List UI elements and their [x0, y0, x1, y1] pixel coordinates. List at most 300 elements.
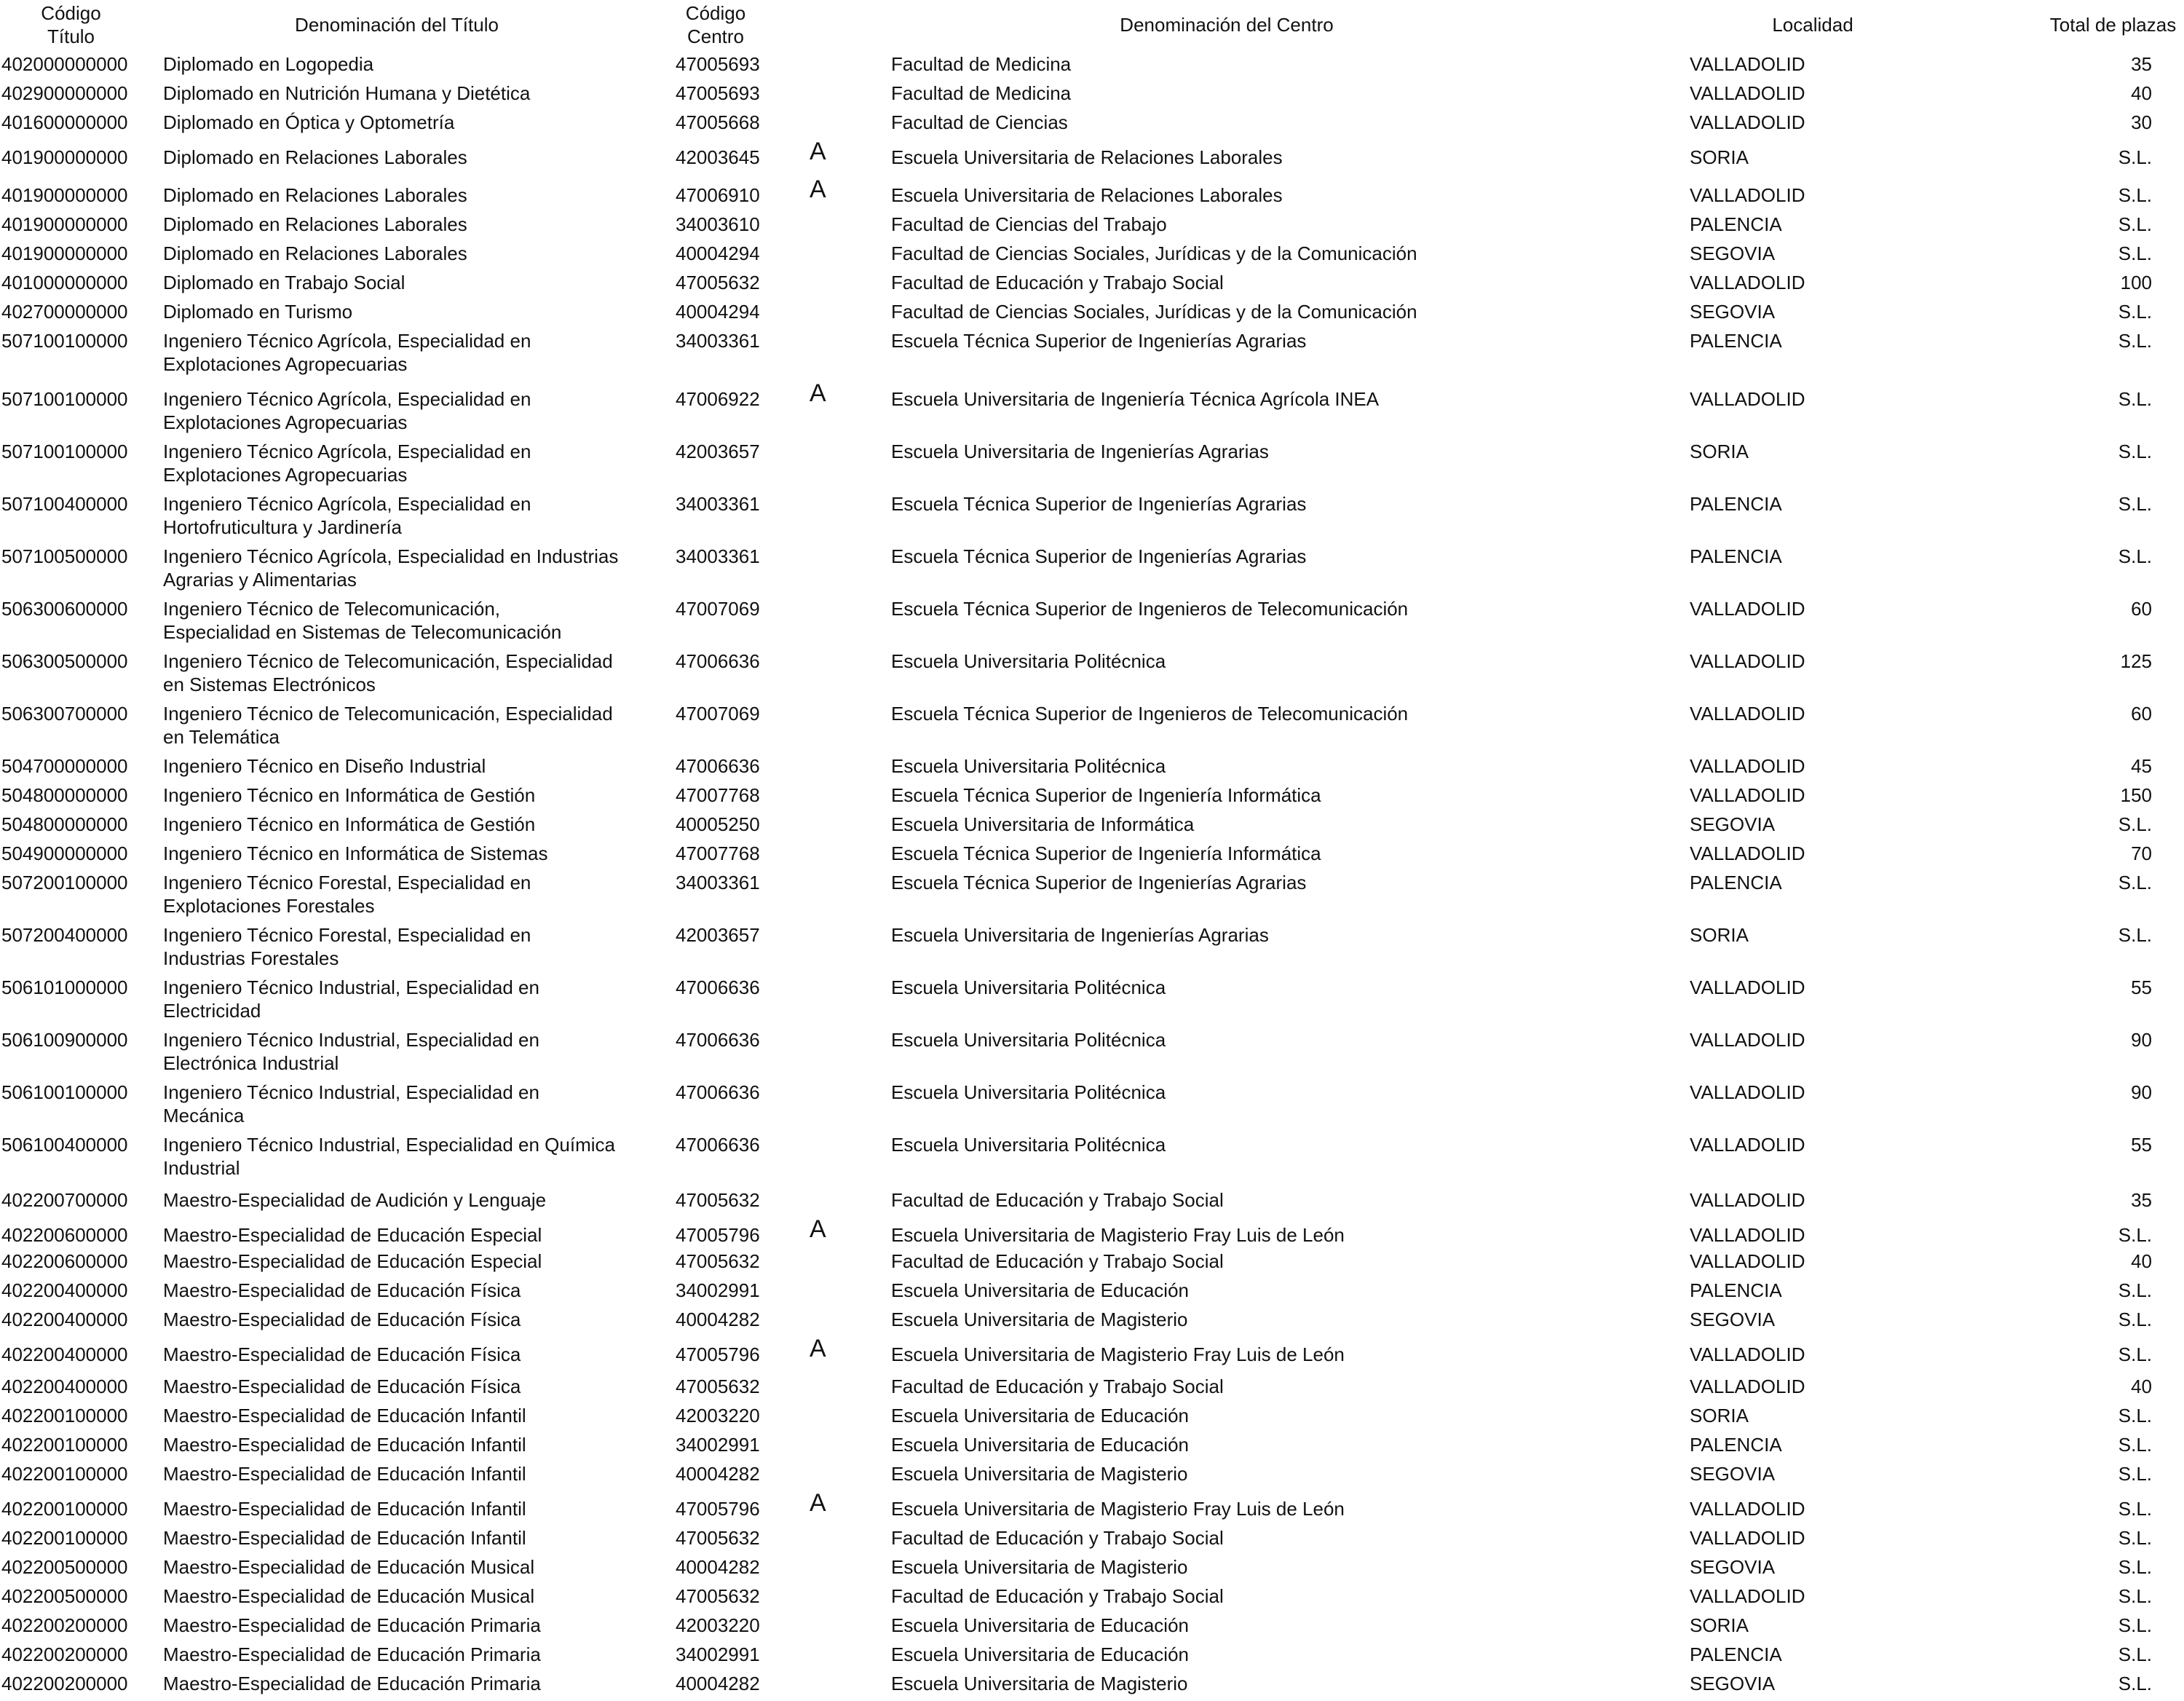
- codigo-titulo: 402200400000: [1, 1343, 128, 1365]
- table-row: [0, 1028, 2184, 1074]
- codigo-titulo: 506100900000: [1, 1029, 128, 1051]
- codigo-titulo: 401000000000: [1, 272, 128, 293]
- codigo-titulo: 506100100000: [1, 1081, 128, 1103]
- codigo-centro: 47005693: [676, 82, 760, 104]
- denominacion-titulo: [163, 271, 636, 294]
- codigo-centro: 47005796: [676, 1224, 760, 1246]
- localidad: SEGOVIA: [1690, 1556, 1776, 1578]
- localidad: PALENCIA: [1690, 1279, 1782, 1301]
- codigo-centro: 40004282: [676, 1673, 760, 1694]
- codigo-centro: 47006636: [676, 755, 760, 777]
- denominacion-titulo: [163, 111, 636, 134]
- total-plazas: 40: [2131, 1250, 2152, 1272]
- denominacion-titulo-line: Ingeniero Técnico en Informática de Gestión: [163, 813, 536, 835]
- codigo-titulo: 402200100000: [1, 1498, 128, 1520]
- denominacion-titulo: [163, 923, 636, 970]
- codigo-titulo: 506101000000: [1, 976, 128, 998]
- codigo-centro: 34003361: [676, 493, 760, 515]
- denominacion-titulo: [163, 813, 636, 836]
- localidad: VALLADOLID: [1690, 272, 1805, 293]
- header-codigo-titulo-line2: Título: [47, 25, 95, 47]
- table-row: [0, 1643, 2184, 1672]
- table-row: [0, 138, 2184, 175]
- localidad: VALLADOLID: [1690, 1134, 1805, 1156]
- denominacion-titulo-line: Ingeniero Técnico de Telecomunicación, Especialidad: [163, 703, 613, 725]
- denominacion-centro: Facultad de Educación y Trabajo Social: [891, 272, 1224, 293]
- denominacion-centro: Facultad de Educación y Trabajo Social: [891, 1250, 1224, 1272]
- denominacion-centro: Escuela Universitaria de Magisterio: [891, 1673, 1188, 1694]
- table-row: [0, 242, 2184, 271]
- table-row: [0, 976, 2184, 1022]
- denominacion-titulo-line: Diplomado en Nutrición Humana y Dietética: [163, 82, 531, 104]
- denominacion-titulo-line: Diplomado en Logopedia: [163, 53, 374, 75]
- total-plazas: 55: [2131, 976, 2152, 998]
- denominacion-titulo: [163, 1497, 636, 1520]
- total-plazas: S.L.: [2118, 872, 2152, 893]
- denominacion-titulo: [163, 650, 636, 696]
- total-plazas: S.L.: [2118, 1643, 2152, 1665]
- header-denominacion-titulo: Denominación del Título: [295, 14, 499, 36]
- denominacion-titulo: [163, 213, 636, 236]
- codigo-titulo: 402700000000: [1, 301, 128, 323]
- localidad: PALENCIA: [1690, 213, 1782, 235]
- codigo-titulo: 507200100000: [1, 872, 128, 893]
- codigo-titulo: 507200400000: [1, 924, 128, 946]
- denominacion-titulo: [163, 1643, 636, 1666]
- mark-a: A: [810, 175, 826, 203]
- codigo-titulo: 402200200000: [1, 1614, 128, 1636]
- localidad: PALENCIA: [1690, 545, 1782, 567]
- total-plazas: 70: [2131, 842, 2152, 864]
- total-plazas: S.L.: [2118, 441, 2152, 462]
- denominacion-centro: Escuela Universitaria de Educación: [891, 1614, 1189, 1636]
- total-plazas: S.L.: [2118, 813, 2152, 835]
- header-total-plazas: Total de plazas: [2049, 14, 2177, 36]
- codigo-titulo: 507100100000: [1, 441, 128, 462]
- total-plazas: 55: [2131, 1134, 2152, 1156]
- denominacion-titulo: [163, 1433, 636, 1456]
- table-row: [0, 1433, 2184, 1462]
- table-row: [0, 440, 2184, 486]
- denominacion-centro: Escuela Técnica Superior de Ingenieros de Telecomunicación: [891, 598, 1409, 620]
- denominacion-centro: Escuela Universitaria Politécnica: [891, 1134, 1166, 1156]
- localidad: SORIA: [1690, 924, 1749, 946]
- mark-a: A: [810, 1335, 826, 1362]
- total-plazas: S.L.: [2118, 493, 2152, 515]
- codigo-titulo: 507100100000: [1, 330, 128, 352]
- localidad: VALLADOLID: [1690, 1189, 1805, 1211]
- total-plazas: 60: [2131, 598, 2152, 620]
- denominacion-titulo-line: Industrial: [163, 1157, 240, 1179]
- denominacion-titulo: [163, 1279, 636, 1302]
- denominacion-titulo-line: Maestro-Especialidad de Educación Infantil: [163, 1527, 526, 1549]
- table-row: [0, 754, 2184, 784]
- denominacion-titulo: [163, 1404, 636, 1427]
- table-row: [0, 784, 2184, 813]
- total-plazas: 150: [2120, 784, 2152, 806]
- denominacion-titulo: [163, 1672, 636, 1695]
- denominacion-titulo: [163, 1555, 636, 1579]
- mark-a: A: [810, 1489, 826, 1517]
- localidad: SEGOVIA: [1690, 1463, 1776, 1485]
- denominacion-titulo-line: Ingeniero Técnico Industrial, Especialidad en Química: [163, 1134, 615, 1156]
- denominacion-titulo-line: Maestro-Especialidad de Educación Primaria: [163, 1673, 541, 1694]
- localidad: VALLADOLID: [1690, 82, 1805, 104]
- denominacion-centro: Facultad de Educación y Trabajo Social: [891, 1189, 1224, 1211]
- table-row: [0, 379, 2184, 433]
- denominacion-titulo: [163, 492, 636, 539]
- table-row: [0, 82, 2184, 111]
- codigo-centro: 47005632: [676, 1250, 760, 1272]
- denominacion-titulo: [163, 702, 636, 749]
- denominacion-titulo: [163, 1223, 636, 1247]
- codigo-titulo: 401900000000: [1, 213, 128, 235]
- table-row: [0, 175, 2184, 213]
- denominacion-titulo-line: Hortofruticultura y Jardinería: [163, 516, 403, 538]
- denominacion-titulo-line: Maestro-Especialidad de Educación Física: [163, 1309, 521, 1330]
- denominacion-centro: Escuela Universitaria Politécnica: [891, 755, 1166, 777]
- denominacion-centro: Escuela Universitaria Politécnica: [891, 1029, 1166, 1051]
- codigo-titulo: 402200200000: [1, 1643, 128, 1665]
- denominacion-centro: Escuela Técnica Superior de Ingenieros de Telecomunicación: [891, 703, 1409, 725]
- denominacion-titulo: [163, 242, 636, 265]
- denominacion-titulo: [163, 1308, 636, 1331]
- total-plazas: S.L.: [2118, 1673, 2152, 1694]
- codigo-titulo: 402200100000: [1, 1405, 128, 1426]
- total-plazas: S.L.: [2118, 1224, 2152, 1246]
- denominacion-centro: Facultad de Ciencias Sociales, Jurídicas y de la Comunicación: [891, 301, 1417, 323]
- denominacion-titulo-line: Agrarias y Alimentarias: [163, 569, 357, 591]
- localidad: VALLADOLID: [1690, 598, 1805, 620]
- table-row: [0, 271, 2184, 300]
- table-row: [0, 1250, 2184, 1279]
- denominacion-titulo-line: Explotaciones Agropecuarias: [163, 353, 408, 375]
- codigo-titulo: 402200200000: [1, 1673, 128, 1694]
- denominacion-centro: Escuela Universitaria de Educación: [891, 1434, 1189, 1456]
- denominacion-centro: Escuela Universitaria de Informática: [891, 813, 1195, 835]
- localidad: PALENCIA: [1690, 1434, 1782, 1456]
- codigo-centro: 42003657: [676, 924, 760, 946]
- table-row: [0, 1335, 2184, 1372]
- localidad: PALENCIA: [1690, 1643, 1782, 1665]
- table-row: [0, 1489, 2184, 1526]
- denominacion-titulo: [163, 842, 636, 865]
- codigo-centro: 47006636: [676, 1081, 760, 1103]
- table-row: [0, 1215, 2184, 1252]
- table-row: [0, 871, 2184, 917]
- codigo-centro: 47007768: [676, 784, 760, 806]
- codigo-titulo: 507100500000: [1, 545, 128, 567]
- denominacion-titulo: [163, 1028, 636, 1075]
- denominacion-titulo-line: Maestro-Especialidad de Educación Especial: [163, 1250, 542, 1272]
- denominacion-centro: Facultad de Ciencias del Trabajo: [891, 213, 1167, 235]
- codigo-titulo: 507100100000: [1, 388, 128, 410]
- table-row: [0, 1462, 2184, 1491]
- total-plazas: S.L.: [2118, 388, 2152, 410]
- localidad: VALLADOLID: [1690, 1585, 1805, 1607]
- denominacion-centro: Escuela Universitaria de Educación: [891, 1643, 1189, 1665]
- codigo-titulo: 401900000000: [1, 242, 128, 264]
- denominacion-titulo: [163, 1584, 636, 1608]
- codigo-titulo: 507100400000: [1, 493, 128, 515]
- denominacion-centro: Facultad de Medicina: [891, 53, 1072, 75]
- denominacion-titulo-line: Maestro-Especialidad de Educación Especial: [163, 1224, 542, 1246]
- total-plazas: S.L.: [2118, 1343, 2152, 1365]
- table-row: [0, 923, 2184, 969]
- codigo-centro: 40004294: [676, 301, 760, 323]
- header-codigo-centro: [668, 1, 763, 48]
- localidad: SORIA: [1690, 146, 1749, 168]
- denominacion-titulo-line: Ingeniero Técnico de Telecomunicación, Especialidad: [163, 650, 613, 672]
- denominacion-titulo-line: Electrónica Industrial: [163, 1052, 339, 1074]
- total-plazas: 30: [2131, 111, 2152, 133]
- header-codigo-centro-line1: Código: [685, 2, 746, 24]
- denominacion-titulo: [163, 871, 636, 917]
- denominacion-titulo-line: Ingeniero Técnico Forestal, Especialidad en: [163, 872, 531, 893]
- denominacion-titulo: [163, 52, 636, 76]
- total-plazas: 90: [2131, 1081, 2152, 1103]
- denominacion-titulo-line: Diplomado en Relaciones Laborales: [163, 146, 467, 168]
- localidad: VALLADOLID: [1690, 388, 1805, 410]
- codigo-titulo: 504800000000: [1, 813, 128, 835]
- codigo-centro: 34002991: [676, 1643, 760, 1665]
- denominacion-titulo-line: Diplomado en Trabajo Social: [163, 272, 405, 293]
- codigo-centro: 47006922: [676, 388, 760, 410]
- localidad: SEGOVIA: [1690, 1673, 1776, 1694]
- denominacion-titulo-line: Ingeniero Técnico en Diseño Industrial: [163, 755, 486, 777]
- denominacion-centro: Escuela Técnica Superior de Ingeniería Informática: [891, 842, 1321, 864]
- codigo-centro: 42003657: [676, 441, 760, 462]
- denominacion-titulo-line: Diplomado en Turismo: [163, 301, 353, 323]
- table-row: [0, 1375, 2184, 1404]
- localidad: VALLADOLID: [1690, 784, 1805, 806]
- total-plazas: S.L.: [2118, 1309, 2152, 1330]
- codigo-titulo: 506100400000: [1, 1134, 128, 1156]
- localidad: VALLADOLID: [1690, 1250, 1805, 1272]
- denominacion-titulo-line: Ingeniero Técnico de Telecomunicación,: [163, 598, 500, 620]
- localidad: SEGOVIA: [1690, 242, 1776, 264]
- denominacion-titulo-line: en Sistemas Electrónicos: [163, 674, 376, 695]
- total-plazas: S.L.: [2118, 184, 2152, 206]
- denominacion-titulo-line: Electricidad: [163, 1000, 261, 1022]
- denominacion-titulo-line: Maestro-Especialidad de Educación Primaria: [163, 1614, 541, 1636]
- denominacion-titulo-line: Maestro-Especialidad de Educación Física: [163, 1343, 521, 1365]
- localidad: VALLADOLID: [1690, 976, 1805, 998]
- denominacion-titulo: [163, 82, 636, 105]
- table-row: [0, 329, 2184, 375]
- table-row: [0, 1188, 2184, 1217]
- denominacion-centro: Escuela Universitaria Politécnica: [891, 976, 1166, 998]
- codigo-centro: 47006636: [676, 650, 760, 672]
- codigo-centro: 47006636: [676, 1029, 760, 1051]
- codigo-titulo: 402200100000: [1, 1527, 128, 1549]
- denominacion-titulo: [163, 545, 636, 591]
- codigo-centro: 47005632: [676, 1189, 760, 1211]
- codigo-titulo: 506300700000: [1, 703, 128, 725]
- table-row: [0, 111, 2184, 140]
- total-plazas: S.L.: [2118, 242, 2152, 264]
- table-row: [0, 1555, 2184, 1584]
- denominacion-titulo-line: Maestro-Especialidad de Educación Infantil: [163, 1405, 526, 1426]
- localidad: VALLADOLID: [1690, 1029, 1805, 1051]
- total-plazas: 60: [2131, 703, 2152, 725]
- codigo-centro: 47005668: [676, 111, 760, 133]
- total-plazas: S.L.: [2118, 545, 2152, 567]
- denominacion-titulo-line: en Telemática: [163, 726, 280, 748]
- codigo-centro: 47005632: [676, 1376, 760, 1397]
- denominacion-centro: Escuela Técnica Superior de Ingenierías Agrarias: [891, 872, 1307, 893]
- codigo-titulo: 402200400000: [1, 1376, 128, 1397]
- denominacion-titulo: [163, 597, 636, 644]
- denominacion-titulo-line: Maestro-Especialidad de Educación Infantil: [163, 1498, 526, 1520]
- codigo-titulo: 506300500000: [1, 650, 128, 672]
- codigo-titulo: 504900000000: [1, 842, 128, 864]
- table-row: [0, 813, 2184, 842]
- codigo-centro: 34002991: [676, 1279, 760, 1301]
- total-plazas: 40: [2131, 82, 2152, 104]
- localidad: VALLADOLID: [1690, 842, 1805, 864]
- denominacion-centro: Escuela Universitaria de Magisterio Fray Luis de León: [891, 1498, 1345, 1520]
- codigo-titulo: 402200600000: [1, 1250, 128, 1272]
- denominacion-titulo-line: Ingeniero Técnico Forestal, Especialidad en: [163, 924, 531, 946]
- codigo-centro: 40004282: [676, 1556, 760, 1578]
- denominacion-centro: Escuela Universitaria de Relaciones Laborales: [891, 146, 1283, 168]
- codigo-titulo: 402200700000: [1, 1189, 128, 1211]
- localidad: SEGOVIA: [1690, 1309, 1776, 1330]
- localidad: VALLADOLID: [1690, 1498, 1805, 1520]
- localidad: SORIA: [1690, 441, 1749, 462]
- header-localidad: Localidad: [1772, 14, 1853, 36]
- codigo-titulo: 504800000000: [1, 784, 128, 806]
- mark-a: A: [810, 379, 826, 407]
- denominacion-titulo-line: Ingeniero Técnico Agrícola, Especialidad en: [163, 330, 531, 352]
- denominacion-titulo: [163, 1526, 636, 1550]
- denominacion-titulo: [163, 440, 636, 486]
- denominacion-titulo-line: Diplomado en Óptica y Optometría: [163, 111, 455, 133]
- denominacion-titulo-line: Diplomado en Relaciones Laborales: [163, 184, 467, 206]
- denominacion-titulo: [163, 754, 636, 778]
- table-row: [0, 597, 2184, 643]
- localidad: VALLADOLID: [1690, 755, 1805, 777]
- table-row: [0, 702, 2184, 748]
- denominacion-centro: Escuela Universitaria de Educación: [891, 1279, 1189, 1301]
- denominacion-centro: Escuela Universitaria de Magisterio: [891, 1309, 1188, 1330]
- codigo-centro: 47007069: [676, 703, 760, 725]
- denominacion-titulo: [163, 146, 636, 169]
- denominacion-centro: Escuela Universitaria de Magisterio Fray Luis de León: [891, 1224, 1345, 1246]
- total-plazas: S.L.: [2118, 213, 2152, 235]
- denominacion-titulo: [163, 1081, 636, 1127]
- total-plazas: S.L.: [2118, 1405, 2152, 1426]
- denominacion-titulo-line: Maestro-Especialidad de Educación Infantil: [163, 1434, 526, 1456]
- localidad: SEGOVIA: [1690, 301, 1776, 323]
- total-plazas: 90: [2131, 1029, 2152, 1051]
- denominacion-centro: Escuela Universitaria de Relaciones Laborales: [891, 184, 1283, 206]
- codigo-centro: 34002991: [676, 1434, 760, 1456]
- total-plazas: 100: [2120, 272, 2152, 293]
- table-row: [0, 52, 2184, 82]
- denominacion-centro: Escuela Universitaria de Magisterio Fray Luis de León: [891, 1343, 1345, 1365]
- denominacion-titulo-line: Ingeniero Técnico en Informática de Sistemas: [163, 842, 548, 864]
- codigo-centro: 47005796: [676, 1343, 760, 1365]
- codigo-titulo: 401900000000: [1, 146, 128, 168]
- table-row: [0, 1526, 2184, 1555]
- total-plazas: S.L.: [2118, 1463, 2152, 1485]
- denominacion-titulo-line: Maestro-Especialidad de Educación Física: [163, 1279, 521, 1301]
- localidad: PALENCIA: [1690, 872, 1782, 893]
- header-codigo-titulo: [22, 1, 120, 48]
- localidad: VALLADOLID: [1690, 184, 1805, 206]
- denominacion-centro: Escuela Universitaria de Educación: [891, 1405, 1189, 1426]
- total-plazas: S.L.: [2118, 301, 2152, 323]
- denominacion-centro: Escuela Técnica Superior de Ingenierías Agrarias: [891, 493, 1307, 515]
- codigo-titulo: 402200500000: [1, 1556, 128, 1578]
- denominacion-titulo: [163, 329, 636, 376]
- table-row: [0, 1308, 2184, 1337]
- codigo-titulo: 402200600000: [1, 1224, 128, 1246]
- denominacion-titulo-line: Mecánica: [163, 1105, 245, 1126]
- localidad: VALLADOLID: [1690, 1343, 1805, 1365]
- denominacion-titulo: [163, 784, 636, 807]
- codigo-centro: 42003645: [676, 146, 760, 168]
- total-plazas: S.L.: [2118, 330, 2152, 352]
- codigo-centro: 47006910: [676, 184, 760, 206]
- denominacion-centro: Facultad de Educación y Trabajo Social: [891, 1376, 1224, 1397]
- codigo-titulo: 402200400000: [1, 1309, 128, 1330]
- localidad: VALLADOLID: [1690, 53, 1805, 75]
- localidad: VALLADOLID: [1690, 1376, 1805, 1397]
- denominacion-centro: Escuela Universitaria de Magisterio: [891, 1463, 1188, 1485]
- mark-a: A: [810, 1215, 826, 1243]
- codigo-centro: 47005796: [676, 1498, 760, 1520]
- localidad: VALLADOLID: [1690, 1527, 1805, 1549]
- denominacion-titulo: [163, 1375, 636, 1398]
- localidad: VALLADOLID: [1690, 703, 1805, 725]
- localidad: PALENCIA: [1690, 493, 1782, 515]
- codigo-titulo: 402200400000: [1, 1279, 128, 1301]
- localidad: VALLADOLID: [1690, 1081, 1805, 1103]
- codigo-titulo: 401900000000: [1, 184, 128, 206]
- table-row: [0, 1614, 2184, 1643]
- codigo-titulo: 402200100000: [1, 1463, 128, 1485]
- codigo-centro: 40004282: [676, 1463, 760, 1485]
- table-row: [0, 545, 2184, 591]
- denominacion-titulo-line: Especialidad en Sistemas de Telecomunicación: [163, 621, 562, 643]
- denominacion-centro: Facultad de Ciencias Sociales, Jurídicas y de la Comunicación: [891, 242, 1417, 264]
- denominacion-centro: Facultad de Educación y Trabajo Social: [891, 1585, 1224, 1607]
- denominacion-titulo-line: Industrias Forestales: [163, 947, 339, 969]
- denominacion-titulo-line: Ingeniero Técnico Agrícola, Especialidad en: [163, 388, 531, 410]
- denominacion-centro: Facultad de Medicina: [891, 82, 1072, 104]
- localidad: VALLADOLID: [1690, 1224, 1805, 1246]
- denominacion-centro: Escuela Universitaria Politécnica: [891, 1081, 1166, 1103]
- codigo-titulo: 402200100000: [1, 1434, 128, 1456]
- denominacion-centro: Escuela Técnica Superior de Ingenierías Agrarias: [891, 330, 1307, 352]
- localidad: PALENCIA: [1690, 330, 1782, 352]
- total-plazas: S.L.: [2118, 1556, 2152, 1578]
- denominacion-titulo: [163, 1250, 636, 1273]
- denominacion-titulo-line: Maestro-Especialidad de Educación Primaria: [163, 1643, 541, 1665]
- denominacion-titulo-line: Ingeniero Técnico Industrial, Especialidad en: [163, 976, 539, 998]
- denominacion-titulo-line: Explotaciones Agropecuarias: [163, 464, 408, 486]
- denominacion-titulo-line: Maestro-Especialidad de Educación Musical: [163, 1585, 535, 1607]
- denominacion-titulo: [163, 1614, 636, 1637]
- codigo-centro: 40004294: [676, 242, 760, 264]
- codigo-centro: 42003220: [676, 1405, 760, 1426]
- denominacion-titulo-line: Ingeniero Técnico en Informática de Gestión: [163, 784, 536, 806]
- denominacion-titulo-line: Explotaciones Forestales: [163, 895, 375, 917]
- table-row: [0, 842, 2184, 871]
